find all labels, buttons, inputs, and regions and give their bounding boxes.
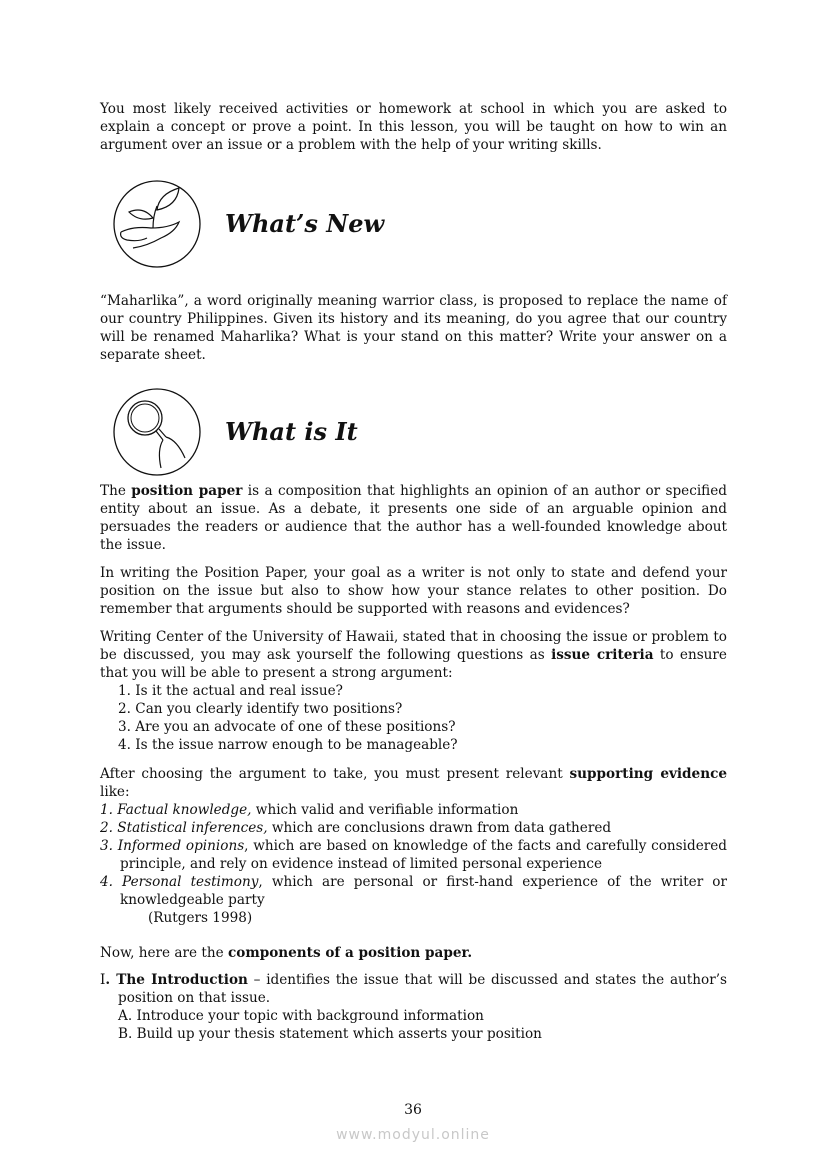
evidence-term: 1. Factual knowledge,: [100, 802, 252, 818]
list-item: [100, 819, 727, 837]
list-item: [100, 837, 727, 873]
page-number: 36: [404, 1102, 422, 1118]
what-is-it-body: [100, 482, 727, 1043]
text-run: Now, here are the: [100, 945, 228, 961]
list-item: 4. Is the issue narrow enough to be manageable?: [118, 737, 458, 753]
bold-term: issue criteria: [551, 647, 654, 663]
intro-paragraph: [100, 100, 727, 154]
list-item: B. Build up your thesis statement which asserts your position: [118, 1026, 542, 1042]
text-run: like:: [100, 784, 130, 800]
bold-term: components of a position paper.: [227, 945, 473, 961]
evidence-term: 4. Personal testimony: [100, 874, 259, 890]
citation: (Rutgers 1998): [148, 910, 253, 926]
magnifying-glass-icon: [113, 388, 201, 476]
component-desc: – identifies the issue that will be discussed and states the author’s position on that issue.: [118, 972, 728, 1006]
text-run: to ensure that you will be able to present a strong argument:: [100, 647, 727, 681]
bold-term: position paper: [131, 483, 243, 499]
evidence-term: 3. Informed opinions: [100, 838, 245, 854]
text-run: After choosing the argument to take, you must present relevant: [100, 766, 570, 782]
text-run: Writing Center of the University of Hawaii, stated that in choosing the issue or problem to be discussed, you may ask yourself the following questions as: [100, 629, 727, 663]
bold-term: supporting evidence: [569, 766, 728, 782]
component-title: The Introduction: [116, 972, 248, 988]
numeral-dot: .: [105, 972, 117, 988]
introduction-items: [100, 1007, 727, 1043]
issue-criteria-paragraph: [100, 628, 727, 682]
list-item: A. Introduce your topic with background information: [118, 1008, 484, 1024]
plant-in-hand-icon: [113, 180, 201, 268]
criteria-list: [100, 682, 727, 754]
evidence-desc: which are conclusions drawn from data gathered: [267, 820, 612, 836]
section-heading-what-is-it: What is It: [225, 417, 358, 446]
section-heading-whats-new: What’s New: [225, 209, 385, 238]
list-item: [100, 873, 727, 909]
intro-text: You most likely received activities or homework at school in which you are asked to explain a concept or prove a point. In this lesson, you will be taught on how to win an argument over an issue or a problem with the help of your writing skills.: [100, 101, 727, 153]
evidence-desc: which valid and verifiable information: [251, 802, 519, 818]
evidence-list: [100, 801, 727, 909]
introduction-component: [100, 971, 727, 1007]
position-paper-definition: [100, 482, 727, 554]
writing-goal-paragraph: In writing the Position Paper, your goal as a writer is not only to state and defend your position on the issue but also to show how your stance relates to other position. Do remember that arguments should be supported with reasons and evidences?: [100, 565, 727, 617]
components-paragraph: [100, 944, 727, 962]
list-item: 3. Are you an advocate of one of these positions?: [118, 719, 456, 735]
list-item: [100, 801, 727, 819]
text-run: The: [100, 483, 132, 499]
roman-numeral: I: [100, 972, 106, 988]
evidence-term: 2. Statistical inferences,: [100, 820, 268, 836]
evidence-desc: , which are based on knowledge of the facts and carefully considered principle, and rely on evidence instead of limited personal experience: [120, 838, 727, 872]
text-run: is a composition that highlights an opinion of an author or specified entity about an issue. As a debate, it presents one side of an arguable opinion and persuades the readers or audience that the author has a well-founded knowledge about the issue.: [100, 483, 727, 553]
supporting-evidence-paragraph: [100, 765, 727, 801]
whats-new-text: “Maharlika”, a word originally meaning warrior class, is proposed to replace the name of our country Philippines. Given its history and its meaning, do you agree that our country will be renamed Maharlika? What is your stand on this matter? Write your answer on a separate sheet.: [100, 293, 727, 363]
evidence-desc: , which are personal or first-hand experience of the writer or knowledgeable party: [120, 874, 727, 908]
whats-new-paragraph: [100, 292, 727, 364]
list-item: 2. Can you clearly identify two positions?: [118, 701, 403, 717]
watermark: www.modyul.online: [336, 1127, 490, 1143]
list-item: 1. Is it the actual and real issue?: [118, 683, 343, 699]
